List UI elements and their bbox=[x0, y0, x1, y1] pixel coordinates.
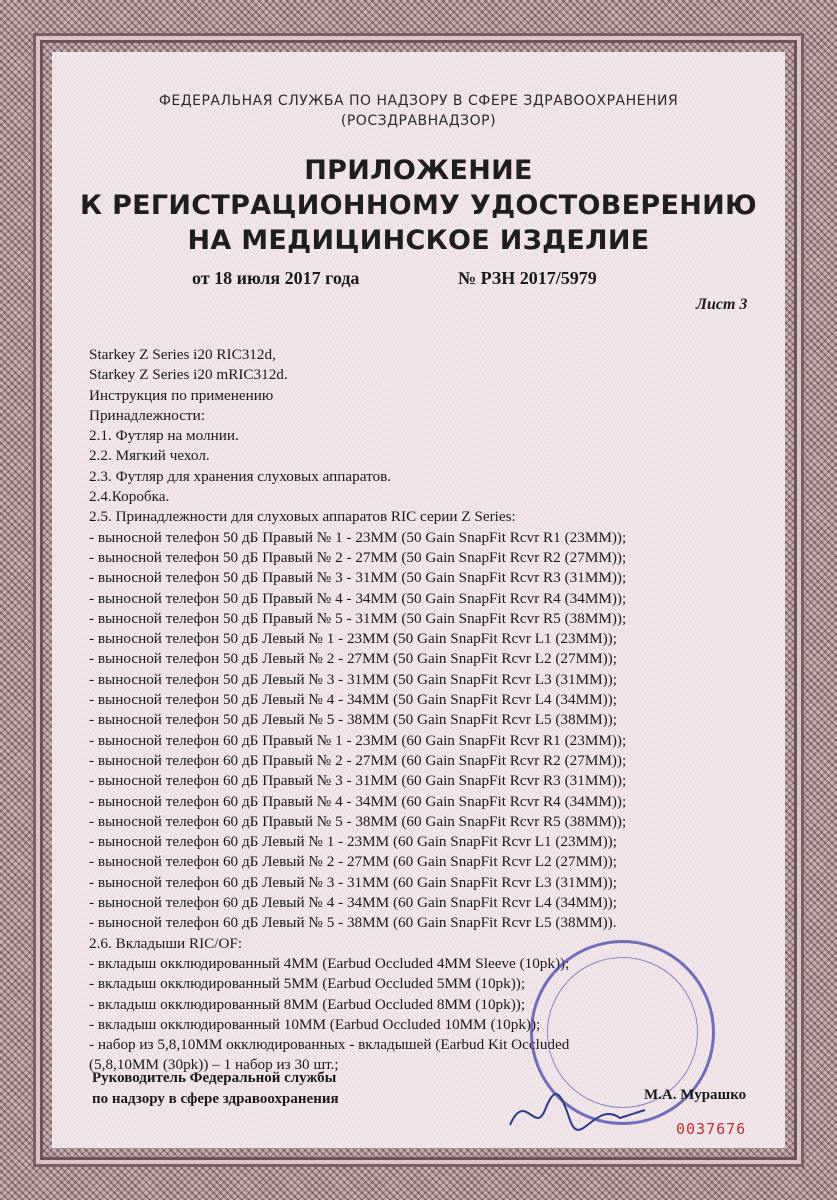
body-line: - выносной телефон 60 дБ Левый № 5 - 38ММ (60 Gain SnapFit Rcvr L5 (38MM)). bbox=[89, 914, 617, 932]
body-line: - выносной телефон 50 дБ Правый № 2 - 27ММ (50 Gain SnapFit Rcvr R2 (27MM)); bbox=[89, 548, 627, 566]
body-line: - выносной телефон 50 дБ Правый № 4 - 34ММ (50 Gain SnapFit Rcvr R4 (34MM)); bbox=[89, 589, 627, 607]
body-line: - вкладыш окклюдированный 5ММ (Earbud Occluded 5MM (10pk)); bbox=[89, 975, 526, 993]
body-line: - выносной телефон 60 дБ Правый № 3 - 31ММ (60 Gain SnapFit Rcvr R3 (31MM)); bbox=[89, 772, 627, 790]
title-line-1: ПРИЛОЖЕНИЕ bbox=[304, 155, 533, 186]
body-line: - выносной телефон 50 дБ Левый № 1 - 23ММ (50 Gain SnapFit Rcvr L1 (23MM)); bbox=[89, 630, 617, 648]
serial-number: 0037676 bbox=[676, 1120, 747, 1138]
body-line: - выносной телефон 60 дБ Правый № 2 - 27ММ (60 Gain SnapFit Rcvr R2 (27MM)); bbox=[89, 751, 627, 769]
title-line-3: НА МЕДИЦИНСКОЕ ИЗДЕЛИЕ bbox=[187, 225, 650, 256]
body-line: 2.6. Вкладыши RIC/OF: bbox=[89, 934, 243, 952]
body-line: - выносной телефон 60 дБ Правый № 4 - 34ММ (60 Gain SnapFit Rcvr R4 (34MM)); bbox=[89, 792, 627, 810]
body-line: - выносной телефон 50 дБ Правый № 5 - 31ММ (50 Gain SnapFit Rcvr R5 (38MM)); bbox=[89, 609, 627, 627]
body-line: Starkey Z Series i20 mRIC312d. bbox=[89, 366, 288, 384]
certificate-number: № РЗН 2017/5979 bbox=[458, 268, 597, 288]
body-line: - выносной телефон 60 дБ Левый № 4 - 34ММ (60 Gain SnapFit Rcvr L4 (34MM)); bbox=[89, 894, 617, 912]
body-line: - вкладыш окклюдированный 4ММ (Earbud Occluded 4MM Sleeve (10pk)); bbox=[89, 954, 570, 972]
body-line: - вкладыш окклюдированный 8ММ (Earbud Occluded 8MM (10pk)); bbox=[89, 995, 526, 1013]
body-line: - выносной телефон 50 дБ Левый № 5 - 38ММ (50 Gain SnapFit Rcvr L5 (38MM)); bbox=[89, 711, 617, 729]
agency-abbreviation: (РОСЗДРАВНАДЗОР) bbox=[340, 113, 497, 129]
body-line: 2.1. Футляр на молнии. bbox=[89, 427, 239, 445]
body-line: 2.3. Футляр для хранения слуховых аппаратов. bbox=[89, 467, 392, 485]
body-line: (5,8,10MM (30pk)) – 1 набор из 30 шт.; bbox=[89, 1056, 339, 1074]
body-line: - выносной телефон 50 дБ Левый № 4 - 34ММ (50 Gain SnapFit Rcvr L4 (34MM)); bbox=[89, 691, 617, 709]
body-line: - выносной телефон 50 дБ Правый № 1 - 23ММ (50 Gain SnapFit Rcvr R1 (23MM)); bbox=[89, 528, 627, 546]
signatory-name: М.А. Мурашко bbox=[644, 1087, 747, 1103]
body-line: - вкладыш окклюдированный 10ММ (Earbud Occluded 10MM (10pk)); bbox=[89, 1015, 541, 1033]
body-line: 2.4.Коробка. bbox=[89, 488, 170, 506]
body-line: - выносной телефон 50 дБ Левый № 2 - 27ММ (50 Gain SnapFit Rcvr L2 (27MM)); bbox=[89, 650, 617, 668]
title-line-2: К РЕГИСТРАЦИОННОМУ УДОСТОВЕРЕНИЮ bbox=[80, 190, 757, 221]
body-line: 2.2. Мягкий чехол. bbox=[89, 447, 210, 465]
body-line: Принадлежности: bbox=[89, 406, 205, 424]
certificate-date: от 18 июля 2017 года bbox=[192, 268, 360, 288]
body-line: 2.5. Принадлежности для слуховых аппаратов RIC серии Z Series: bbox=[89, 508, 516, 526]
body-line: Инструкция по применению bbox=[89, 386, 274, 404]
body-line: - выносной телефон 60 дБ Левый № 2 - 27ММ (60 Gain SnapFit Rcvr L2 (27MM)); bbox=[89, 853, 617, 871]
body-line: - выносной телефон 60 дБ Левый № 3 - 31ММ (60 Gain SnapFit Rcvr L3 (31MM)); bbox=[89, 873, 617, 891]
agency-name: ФЕДЕРАЛЬНАЯ СЛУЖБА ПО НАДЗОРУ В СФЕРЕ ЗДРАВООХРАНЕНИЯ bbox=[158, 93, 679, 109]
body-line: - выносной телефон 50 дБ Левый № 3 - 31ММ (50 Gain SnapFit Rcvr L3 (31MM)); bbox=[89, 670, 617, 688]
body-line: - выносной телефон 60 дБ Правый № 1 - 23ММ (60 Gain SnapFit Rcvr R1 (23MM)); bbox=[89, 731, 627, 749]
sheet-number: Лист 3 bbox=[696, 296, 748, 313]
body-line: Starkey Z Series i20 RIC312d, bbox=[89, 346, 276, 363]
signatory-title-line-1: Руководитель Федеральной службы bbox=[92, 1070, 337, 1086]
body-line: - набор из 5,8,10ММ окклюдированных - вкладышей (Earbud Kit Occluded bbox=[89, 1036, 570, 1054]
signature-scribble bbox=[500, 1080, 650, 1140]
body-line: - выносной телефон 50 дБ Правый № 3 - 31ММ (50 Gain SnapFit Rcvr R3 (31MM)); bbox=[89, 569, 627, 587]
body-line: - выносной телефон 60 дБ Правый № 5 - 38ММ (60 Gain SnapFit Rcvr R5 (38MM)); bbox=[89, 812, 627, 830]
body-line: - выносной телефон 60 дБ Левый № 1 - 23ММ (60 Gain SnapFit Rcvr L1 (23MM)); bbox=[89, 833, 617, 851]
signatory-title-line-2: по надзору в сфере здравоохранения bbox=[92, 1091, 339, 1107]
